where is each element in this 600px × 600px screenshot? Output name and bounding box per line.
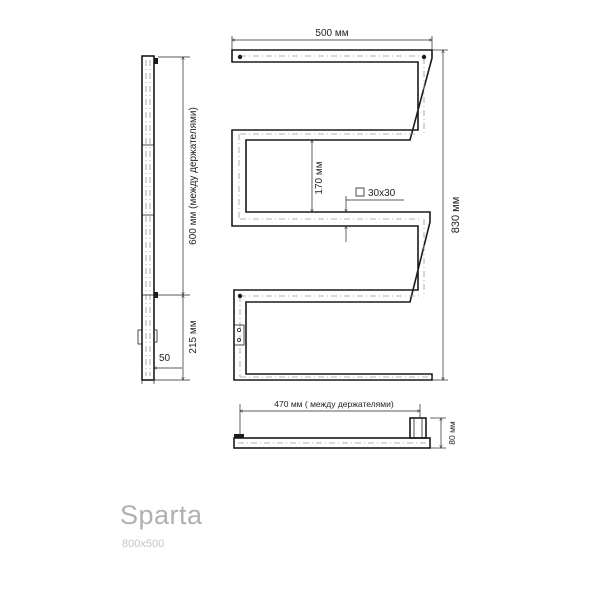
- dim-wall-offset: 50: [159, 353, 171, 364]
- top-view: [234, 399, 457, 448]
- dim-height-total: 830 мм: [450, 196, 462, 234]
- dim-holders-vertical: 600 мм (между держателями): [188, 107, 199, 245]
- rail-outline-outer: [232, 50, 432, 380]
- top-view-holder-left: [234, 434, 244, 438]
- side-view: [138, 56, 199, 384]
- dim-width-top: 500 мм: [315, 28, 349, 39]
- side-tube-outline: [142, 56, 154, 380]
- front-holder-bottom-left: [238, 294, 242, 298]
- dim-depth: 80 мм: [447, 421, 457, 445]
- product-size: 800x500: [122, 538, 165, 550]
- square-section-icon: [356, 188, 364, 196]
- product-name: Sparta: [120, 500, 203, 530]
- top-view-holder-right: [410, 418, 426, 438]
- front-view: [232, 28, 462, 380]
- dim-holders-horizontal: 470 мм ( между держателями): [274, 399, 394, 409]
- dim-gap: 170 мм: [314, 161, 325, 195]
- dim-profile: 30x30: [368, 188, 396, 199]
- front-holder-top-right: [422, 55, 426, 59]
- dim-bottom-offset: 215 мм: [188, 320, 199, 354]
- front-holder-top-left: [238, 55, 242, 59]
- top-holder: [154, 58, 158, 64]
- bottom-holder: [154, 292, 158, 298]
